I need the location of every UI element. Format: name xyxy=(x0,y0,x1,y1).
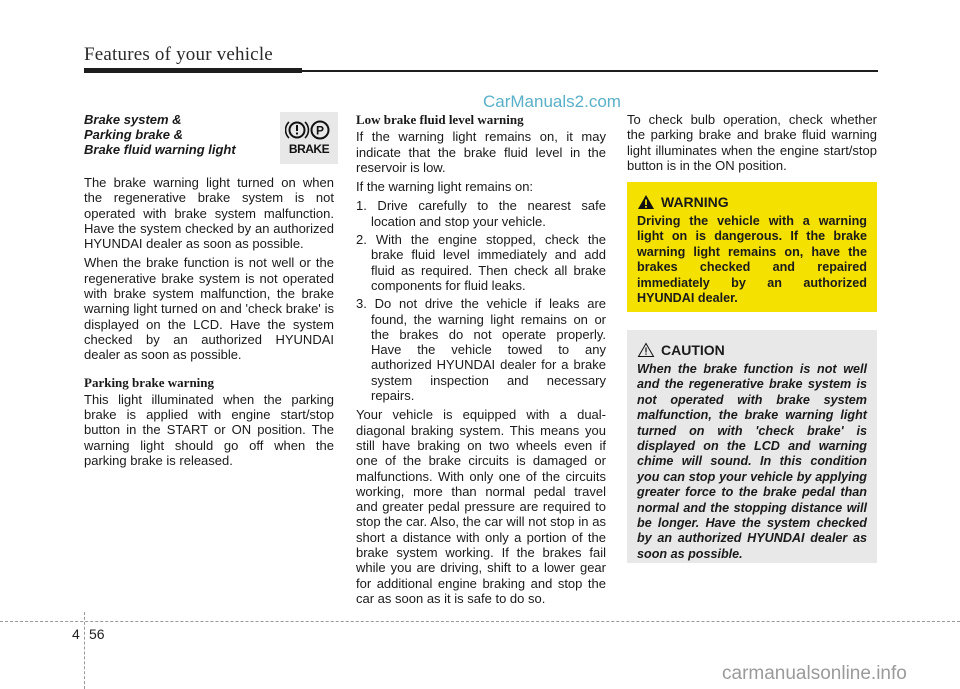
low-fluid-heading: Low brake fluid level warning xyxy=(356,112,524,127)
steps-list xyxy=(356,198,606,403)
caution-title-text: CAUTION xyxy=(661,342,725,358)
low-fluid-paragraph-1: If the warning light remains on, it may indicate that the brake fluid level in the reservoir is low. xyxy=(356,129,606,175)
warning-box xyxy=(627,182,877,312)
header-rule xyxy=(302,70,878,72)
heading-line-3: Brake fluid warning light xyxy=(84,142,236,157)
heading-line-2: Parking brake & xyxy=(84,127,183,142)
footer-divider xyxy=(84,612,85,689)
bulb-check-paragraph: To check bulb operation, check whether the parking brake and brake fluid warning light illuminates when the engine start/stop button is in the ON position. xyxy=(627,112,877,173)
list-item: 3. Do not drive the vehicle if leaks are found, the warning light remains on or the brakes do not operate properly. Have the vehicle towed to any authorized HYUNDAI dealer for a brake system inspection and necessary repairs. xyxy=(356,296,606,404)
warning-triangle-icon xyxy=(637,194,655,210)
list-item: 1. Drive carefully to the nearest safe location and stop your vehicle. xyxy=(356,198,606,229)
warning-title-text: WARNING xyxy=(661,194,729,210)
caution-title xyxy=(637,342,867,358)
list-item: 2. With the engine stopped, check the brake fluid level immediately and add fluid as required. Then check all brake components for fluid leaks. xyxy=(356,232,606,293)
low-fluid-paragraph-2: If the warning light remains on: xyxy=(356,179,534,195)
chapter-number: 4 xyxy=(72,626,80,642)
column-2 xyxy=(356,112,606,610)
warning-title xyxy=(637,194,867,210)
dual-diagonal-paragraph: Your vehicle is equipped with a dual-diagonal braking system. This means you still have braking on two wheels even if one of the brake circuits is damaged or malfunctions. With only one of the circuits working, more than normal pedal travel and greater pedal pressure are required to stop the car. Also, the car will not stop in as short a distance with only a portion of the brake system working. If the brakes fail while you are driving, shift to a lower gear for additional engine braking and stop the car as soon as it is safe to do so. xyxy=(356,407,606,606)
page-number: 56 xyxy=(89,626,105,642)
warning-text: Driving the vehicle with a warning light on is dangerous. If the brake warning light remains on, have the brakes checked and repaired immediately by an authorized HYUNDAI dealer. xyxy=(637,214,867,306)
brake-symbol-icon xyxy=(285,119,333,141)
parking-brake-paragraph: This light illuminated when the parking brake is applied with engine start/stop button in the START or ON position. The warning light should go off when the parking brake is released. xyxy=(84,391,334,469)
caution-text: When the brake function is not well and the regenerative brake system is not operated with brake system malfunction, the brake warning light turned on with 'check brake' is displayed on the LCD and warning chime will sound. In this condition you can stop your vehicle by applying greater force to the brake pedal than normal and the stopping distance will be longer. Have the system checked by an authorized HYUNDAI dealer as soon as possible. xyxy=(637,362,867,561)
parking-brake-heading: Parking brake warning xyxy=(84,374,215,390)
watermark-bottom[interactable]: carmanualsonline.info xyxy=(722,663,907,684)
svg-text:P: P xyxy=(315,123,325,138)
brake-paragraph-2: When the brake function is not well or the regenerative brake system is not operated with brake system malfunction, the brake warning light turned on and 'check brake' is displayed on the LCD. Have the system checked by an authorized HYUNDAI dealer as soon as possible. xyxy=(84,255,334,363)
page-header-title: Features of your vehicle xyxy=(84,44,273,65)
column-3 xyxy=(627,112,877,177)
brake-paragraph-1: The brake warning light turned on when the regenerative brake system is not operated with brake system malfunction. Have the system checked by an authorized HYUNDAI dealer as soon as possible. xyxy=(84,175,334,252)
caution-box xyxy=(627,330,877,563)
heading-line-1: Brake system & xyxy=(84,112,182,127)
header-bar xyxy=(84,68,302,73)
brake-section-heading xyxy=(84,112,254,157)
caution-triangle-icon xyxy=(637,342,655,358)
column-1 xyxy=(84,112,334,472)
brake-warning-icon xyxy=(280,112,338,164)
brake-icon-label: BRAKE xyxy=(288,141,330,156)
footer-rule xyxy=(0,621,960,622)
watermark-top[interactable]: CarManuals2.com xyxy=(483,92,621,111)
